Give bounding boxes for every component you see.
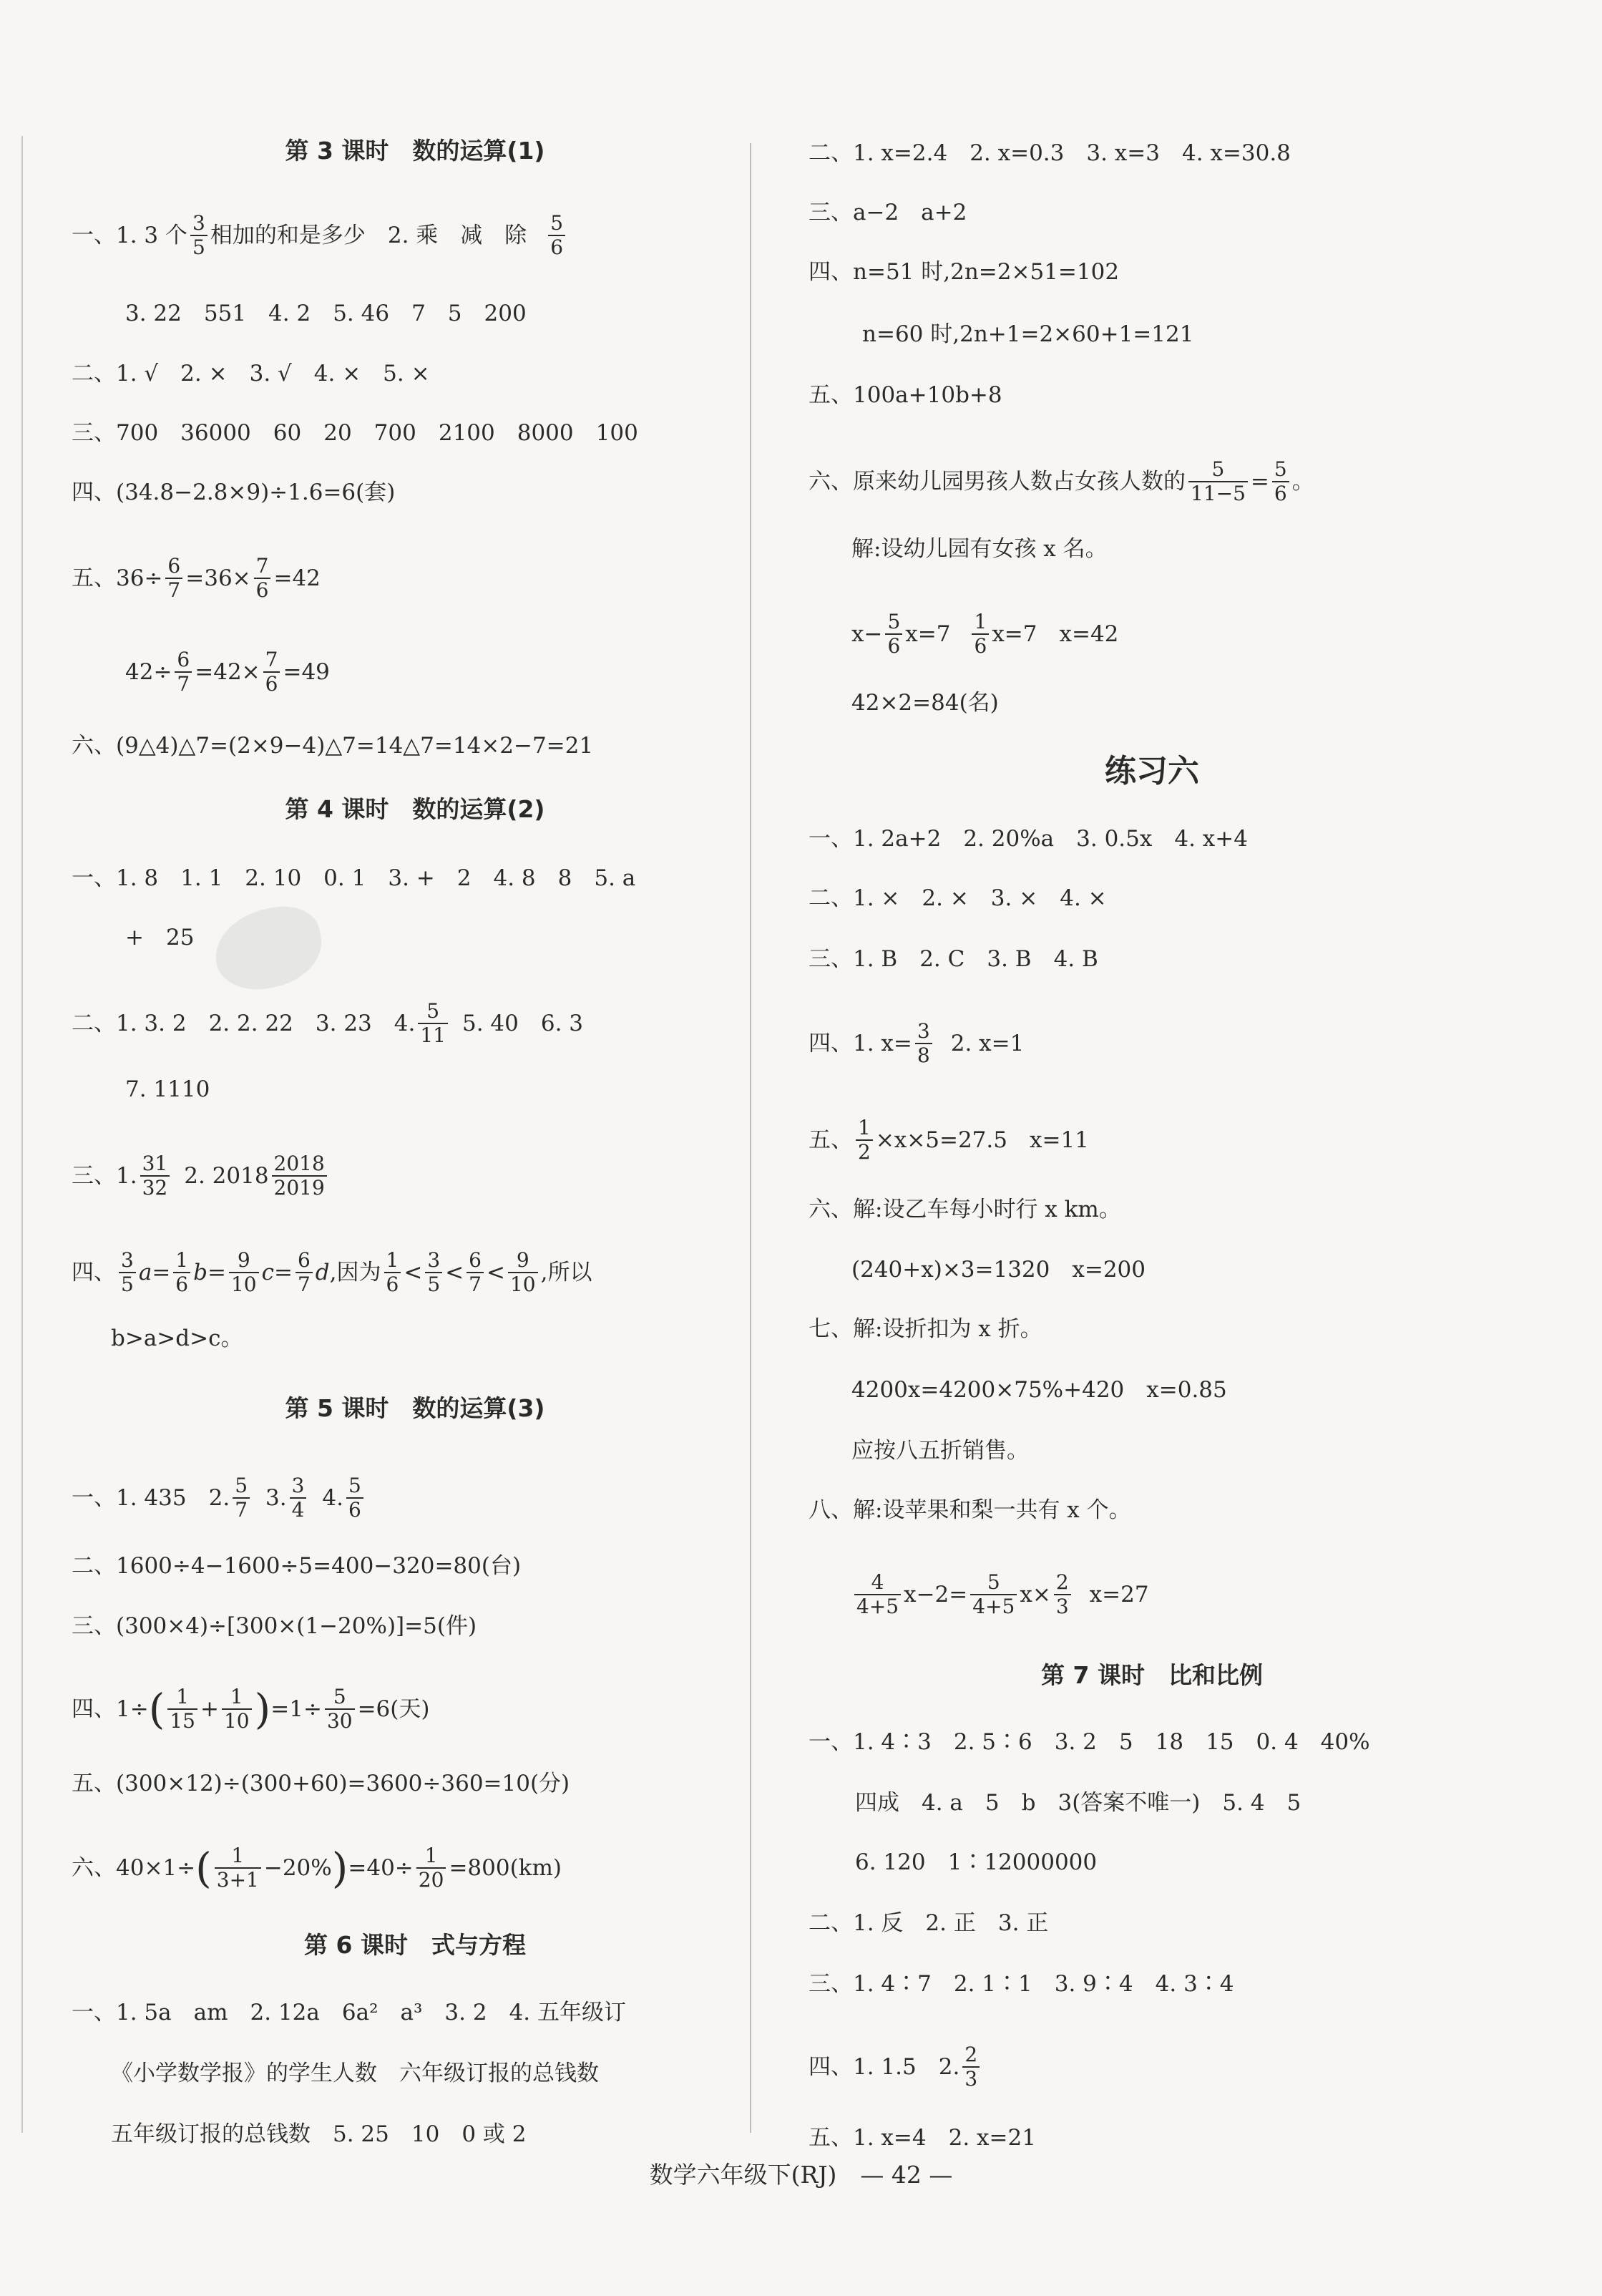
answer-line: 五、100a+10b+8 [809, 382, 1002, 408]
answer-line: 二、1600÷4−1600÷5=400−320=80(台) [72, 1553, 522, 1579]
fraction: $\frac{6}{7}$ [165, 555, 182, 602]
answer-line: 八、解:设苹果和梨一共有 x 个。 [809, 1497, 1131, 1523]
answer-line: 四、1. x= $\frac{3}{8}$ 2. x=1 [809, 1019, 1025, 1067]
answer-line: b>a>d>c。 [111, 1325, 243, 1351]
left-column [72, 0, 758, 2183]
answer-line: 一、1. 5a am 2. 12a 6a² a³ 3. 2 4. 五年级订 [72, 2000, 626, 2025]
answer-line: 一、1. 8 1. 1 2. 10 0. 1 3. + 2 4. 8 8 5. a [72, 865, 636, 891]
answer-line: 二、1. 反 2. 正 3. 正 [809, 1910, 1049, 1936]
fraction: $\frac{2018}{2019}$ [272, 1152, 327, 1200]
answer-line: 四、n=51 时,2n=2×51=102 [809, 259, 1120, 285]
answer-line: 42×2=84(名) [851, 690, 999, 716]
answer-line: 四成 4. a 5 b 3(答案不唯一) 5. 4 5 [855, 1790, 1301, 1816]
section-title-lesson-5: 第 5 课时 数的运算(3) [285, 1394, 545, 1422]
answer-line: x− $\frac{5}{6}$ x=7 $\frac{1}{6}$ x=7 x=42 [851, 610, 1119, 658]
section-title-practice-6: 练习六 [1105, 753, 1199, 789]
page-footer: 数学六年级下(RJ) — 42 — [649, 2161, 953, 2189]
answer-line: 42÷ $\frac{6}{7}$ =42× $\frac{7}{6}$ =49 [125, 648, 330, 696]
section-title-lesson-3: 第 3 课时 数的运算(1) [285, 137, 545, 165]
answer-line: 三、1. 4∶7 2. 1∶1 3. 9∶4 4. 3∶4 [809, 1971, 1234, 1997]
answer-line: 解:设幼儿园有女孩 x 名。 [851, 536, 1108, 562]
answer-line: 三、(300×4)÷[300×(1−20%)]=5(件) [72, 1613, 477, 1639]
fraction: $\frac{31}{32}$ [140, 1152, 170, 1200]
answer-line: 一、1. 4∶3 2. 5∶6 3. 2 5 18 15 0. 4 40% [809, 1729, 1370, 1755]
answer-line: 四、(34.8−2.8×9)÷1.6=6(套) [72, 480, 396, 505]
answer-line: 一、1. 3 个 $\frac{3}{5}$ 相加的和是多少 2. 乘 减 除 $\frac{5}{6}$ [72, 212, 568, 259]
fraction: $\frac{5}{6}$ [548, 212, 565, 259]
answer-line: 六、原来幼儿园男孩人数占女孩人数的 $\frac{5}{11-5}$ = $\frac{5}{6}$ 。 [809, 457, 1314, 505]
answer-line: 六、(9△4)△7=(2×9−4)△7=14△7=14×2−7=21 [72, 733, 594, 759]
answer-line: 三、1. B 2. C 3. B 4. B [809, 946, 1098, 972]
answer-line: 四、1. 1.5 2. $\frac{2}{3}$ [809, 2043, 982, 2091]
answer-line: 应按八五折销售。 [851, 1438, 1029, 1464]
answer-line: 五、(300×12)÷(300+60)=3600÷360=10(分) [72, 1771, 570, 1796]
answer-line: 六、40×1÷ ( $\frac{1}{3+1}$ −20% ) =40÷ $\frac{1}{20}$ =800(km) [72, 1844, 562, 1892]
answer-line: $\frac{4}{4+5}$ x−2= $\frac{5}{4+5}$ x× $\frac{2}{3}$ x=27 [851, 1571, 1149, 1618]
answer-line: 4200x=4200×75%+420 x=0.85 [851, 1377, 1227, 1403]
answer-line: 五、 $\frac{1}{2}$ ×x×5=27.5 x=11 [809, 1116, 1089, 1164]
answer-line: 三、1. $\frac{31}{32}$ 2. 2018 $\frac{2018}{2019}$ [72, 1152, 330, 1200]
section-title-lesson-6: 第 6 课时 式与方程 [304, 1931, 526, 1959]
answer-line: 五年级订报的总钱数 5. 25 10 0 或 2 [111, 2121, 527, 2147]
answer-line: n=60 时,2n+1=2×60+1=121 [862, 321, 1194, 347]
answer-line: (240+x)×3=1320 x=200 [851, 1257, 1146, 1283]
fraction: $\frac{7}{6}$ [254, 555, 271, 602]
right-column [809, 0, 1495, 2183]
fraction: $\frac{3}{5}$ [190, 212, 207, 259]
fraction: $\frac{5}{11}$ [418, 1000, 448, 1047]
answer-line: 6. 120 1∶12000000 [855, 1849, 1098, 1875]
answer-line: 二、1. √ 2. × 3. √ 4. × 5. × [72, 361, 430, 386]
answer-line: 五、36÷ $\frac{6}{7}$ =36× $\frac{7}{6}$ =42 [72, 554, 321, 602]
answer-line: 《小学数学报》的学生人数 六年级订报的总钱数 [111, 2061, 599, 2086]
answer-line: 三、a−2 a+2 [809, 200, 967, 225]
answer-line: 二、1. x=2.4 2. x=0.3 3. x=3 4. x=30.8 [809, 140, 1291, 166]
answer-line: 二、1. × 2. × 3. × 4. × [809, 885, 1107, 911]
answer-line: 六、解:设乙车每小时行 x km。 [809, 1197, 1121, 1222]
answer-line: 7. 1110 [125, 1076, 210, 1102]
answer-line: 五、1. x=4 2. x=21 [809, 2125, 1036, 2151]
answer-line: 一、1. 435 2. $\frac{5}{7}$ 3. $\frac{3}{4}$ 4. $\frac{5}{6}$ [72, 1474, 366, 1522]
answer-line: 四、1÷ ( $\frac{1}{15}$ + $\frac{1}{10}$ ) =1÷ $\frac{5}{30}$ =6(天) [72, 1685, 430, 1733]
answer-line: + 25 [125, 925, 195, 950]
answer-line: 一、1. 2a+2 2. 20%a 3. 0.5x 4. x+4 [809, 826, 1248, 852]
fraction: $\frac{7}{6}$ [263, 648, 280, 696]
page-edge-line [21, 136, 23, 2133]
fraction: $\frac{6}{7}$ [175, 648, 192, 696]
section-title-lesson-4: 第 4 课时 数的运算(2) [285, 795, 545, 823]
answer-line: 二、1. 3. 2 2. 2. 22 3. 23 4. $\frac{5}{11}$ 5. 40 6. 3 [72, 999, 584, 1047]
answer-line: 七、解:设折扣为 x 折。 [809, 1316, 1042, 1342]
answer-line: 四、 $\frac{3}{5}$ a = $\frac{1}{6}$ b = $\frac{9}{10}$ c = $\frac{6}{7}$ d ,因为 $\frac{1}{6}$ < $\frac{3}{5}$ < $\frac{6}{7}$ < $\frac{9}{10}$ ,所以 [72, 1248, 592, 1296]
answer-line: 3. 22 551 4. 2 5. 46 7 5 200 [125, 301, 527, 326]
section-title-lesson-7: 第 7 课时 比和比例 [1041, 1661, 1263, 1689]
answer-line: 三、700 36000 60 20 700 2100 8000 100 [72, 420, 638, 446]
